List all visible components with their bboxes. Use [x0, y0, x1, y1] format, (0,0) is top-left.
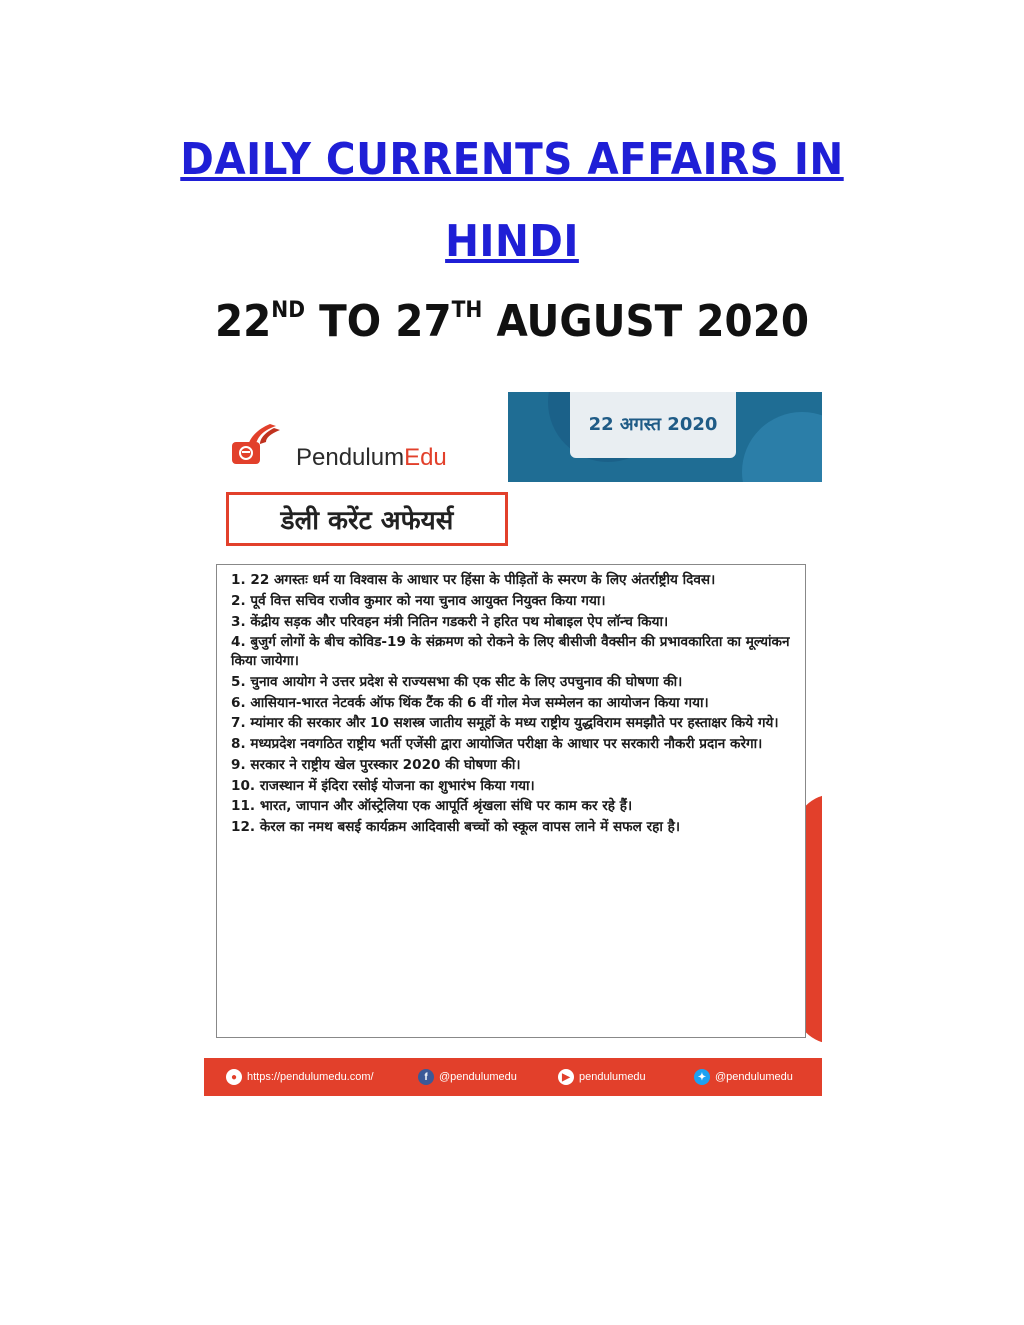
- footer-website-text: https://pendulumedu.com/: [247, 1071, 374, 1083]
- list-item: 2. पूर्व वित्त सचिव राजीव कुमार को नया चुनाव आयुक्त नियुक्त किया गया।: [231, 592, 606, 609]
- list-item: 7. म्यांमार की सरकार और 10 सशस्त्र जातीय समूहों के मध्य राष्ट्रीय युद्धविराम समझौते पर हस्ताक्षर किये गये।: [231, 715, 779, 732]
- facebook-icon: f: [418, 1069, 434, 1085]
- footer-twitter: [694, 1069, 793, 1085]
- list-item: 11. भारत, जापान और ऑस्ट्रेलिया एक आपूर्ति श्रृंखला संधि पर काम कर रहे हैं।: [231, 798, 633, 815]
- list-item: 5. चुनाव आयोग ने उत्तर प्रदेश से राज्यसभा की एक सीट के लिए उपचुनाव की घोषणा की।: [231, 673, 683, 690]
- start-day-suffix: ND: [271, 298, 306, 323]
- globe-icon: ●: [226, 1069, 242, 1085]
- list-item: 8. मध्यप्रदेश नवगठित राष्ट्रीय भर्ती एजेंसी द्वारा आयोजित परीक्षा के आधार पर सरकारी नौकरी प्रदान करेगा।: [231, 736, 763, 753]
- end-day-suffix: TH: [451, 298, 483, 323]
- news-list-box: [216, 564, 806, 1038]
- news-list: [217, 565, 805, 837]
- brand-name: [296, 444, 447, 472]
- pendulum-logo-icon: [230, 422, 288, 466]
- start-day: 22: [214, 296, 272, 347]
- footer-twitter-text: @pendulumedu: [715, 1071, 793, 1083]
- twitter-icon: ✦: [694, 1069, 710, 1085]
- title-link-line1[interactable]: DAILY CURRENTS AFFAIRS IN: [180, 134, 844, 185]
- poster-date: 22 अगस्त 2020: [588, 414, 718, 435]
- list-item: 6. आसियान-भारत नेटवर्क ऑफ थिंक टैंक की 6 वीं गोल मेज सम्मेलन का आयोजन किया गया।: [231, 694, 709, 711]
- month-year: AUGUST 2020: [482, 296, 810, 347]
- date-banner: [508, 392, 822, 482]
- banner-decor-circle: [742, 412, 822, 482]
- poster-header: [204, 392, 822, 482]
- youtube-icon: ▶: [558, 1069, 574, 1085]
- list-item: 9. सरकार ने राष्ट्रीय खेल पुरस्कार 2020 की घोषणा की।: [231, 756, 521, 773]
- footer-youtube: [558, 1069, 646, 1085]
- brand-edu: Edu: [404, 444, 447, 471]
- footer-facebook-text: @pendulumedu: [439, 1071, 517, 1083]
- date-to: TO: [305, 296, 396, 347]
- poster-heading-box: [226, 492, 508, 546]
- date-range-heading: [41, 296, 983, 347]
- footer-facebook: [418, 1069, 517, 1085]
- list-item: 1. 22 अगस्तः धर्म या विश्वास के आधार पर हिंसा के पीड़ितों के स्मरण के लिए अंतर्राष्ट्रीय दिवस।: [231, 572, 716, 588]
- list-item: 3. केंद्रीय सड़क और परिवहन मंत्री नितिन गडकरी ने हरित पथ मोबाइल ऐप लॉन्च किया।: [231, 613, 669, 630]
- list-item: 4. बुजुर्ग लोगों के बीच कोविड-19 के संक्रमण को रोकने के लिए बीसीजी वैक्सीन की प्रभावकारिता का मूल्यांकन किया जायेगा।: [231, 634, 790, 669]
- news-poster-image: [204, 392, 822, 1096]
- poster-heading: डेली करेंट अफेयर्स: [280, 506, 454, 536]
- footer-website: [226, 1069, 374, 1085]
- list-item: 12. केरल का नमथ बसई कार्यक्रम आदिवासी बच्चों को स्कूल वापस लाने में सफल रहा है।: [231, 819, 680, 836]
- list-item: 10. राजस्थान में इंदिरा रसोई योजना का शुभारंभ किया गया।: [231, 777, 535, 794]
- footer-youtube-text: pendulumedu: [579, 1071, 646, 1083]
- title-link-line2[interactable]: HINDI: [445, 216, 579, 267]
- end-day: 27: [395, 296, 452, 347]
- brand-main: Pendulum: [296, 444, 405, 471]
- poster-footer: [204, 1058, 822, 1096]
